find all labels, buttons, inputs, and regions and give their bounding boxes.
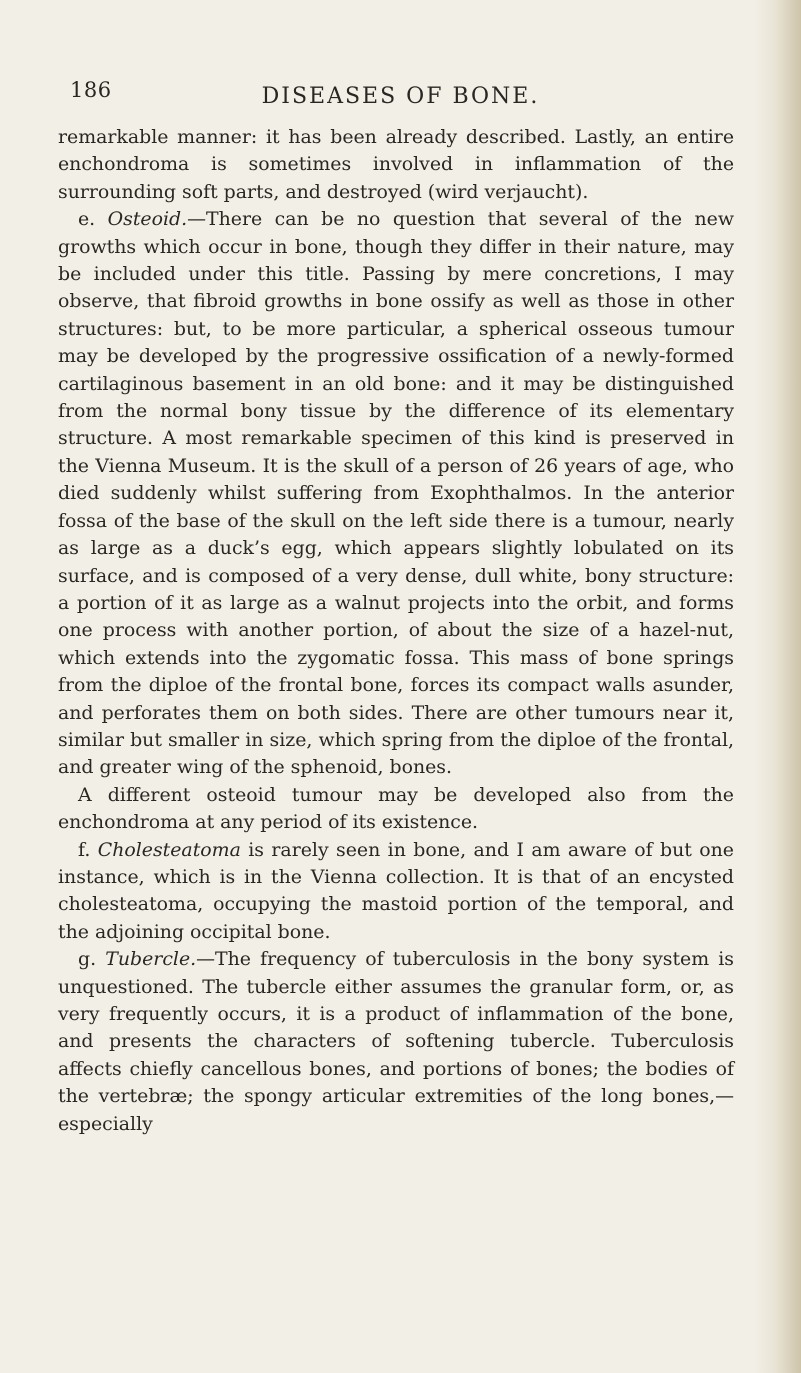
section-label: g. (78, 948, 97, 971)
paragraph (58, 782, 734, 837)
section-heading: Tubercle. (105, 948, 197, 971)
paragraph-text: is rarely seen in bone, and I am aware of but one instance, which is in the Vienna collection. It is that of an encysted cholesteatoma, occupying the mastoid portion of the temporal, and the adjoining occipital bone. (58, 838, 734, 943)
paragraph-text: remarkable manner: it has been already described. Lastly, an entire enchondroma is sometimes involved in inflammation of the surrounding soft parts, and destroyed (wird verjaucht). (58, 126, 734, 203)
running-head: DISEASES OF BONE. (261, 84, 540, 109)
page-number: 186 (70, 78, 112, 102)
paragraph-text: A different osteoid tumour may be developed also from the enchondroma at any period of its existence. (58, 783, 734, 834)
section-label: e. (78, 208, 96, 231)
paragraph-text: —The frequency of tuberculosis in the bony system is unquestioned. The tubercle either assumes the granular form, or, as very frequently occurs, it is a product of inflammation of the bone, and presents the characters of softening tubercle. Tuberculosis affects chiefly cancellous bones, and portions of bones; the bodies of the vertebræ; the spongy articular extremities of the long bones,—especially (58, 948, 734, 1135)
body-text (58, 124, 734, 1138)
section-label: f. (78, 838, 91, 861)
page-edge-shadow (755, 0, 801, 1373)
section-heading: Cholesteatoma (97, 838, 241, 861)
paragraph (58, 124, 734, 206)
paragraph-text: —There can be no question that several of the new growths which occur in bone, though they differ in their nature, may be included under this title. Passing by mere concretions, I may observe, that fibroid growths in bone ossify as well as those in other structures: but, to be more particular, a spherical osseous tumour may be developed by the progressive ossification of a newly-formed cartilaginous basement in an old bone: and it may be distinguished from the normal bony tissue by the difference of its elementary structure. A most remarkable specimen of this kind is preserved in the Vienna Museum. It is the skull of a person of 26 years of age, who died suddenly whilst suffering from Exophthalmos. In the anterior fossa of the base of the skull on the left side there is a tumour, nearly as large as a duck’s egg, which appears slightly lobulated on its surface, and is composed of a very dense, dull white, bony structure: a portion of it as large as a walnut projects into the orbit, and forms one process with another portion, of about the size of a hazel-nut, which extends into the zygomatic fossa. This mass of bone springs from the diploe of the frontal bone, forces its compact walls asunder, and perforates them on both sides. There are other tumours near it, similar but smaller in size, which spring from the diploe of the frontal, and greater wing of the sphenoid, bones. (58, 208, 734, 779)
section-heading: Osteoid. (107, 208, 188, 231)
paragraph-osteoid (58, 206, 734, 782)
paragraph-cholesteatoma (58, 837, 734, 947)
paragraph-tubercle (58, 946, 734, 1138)
